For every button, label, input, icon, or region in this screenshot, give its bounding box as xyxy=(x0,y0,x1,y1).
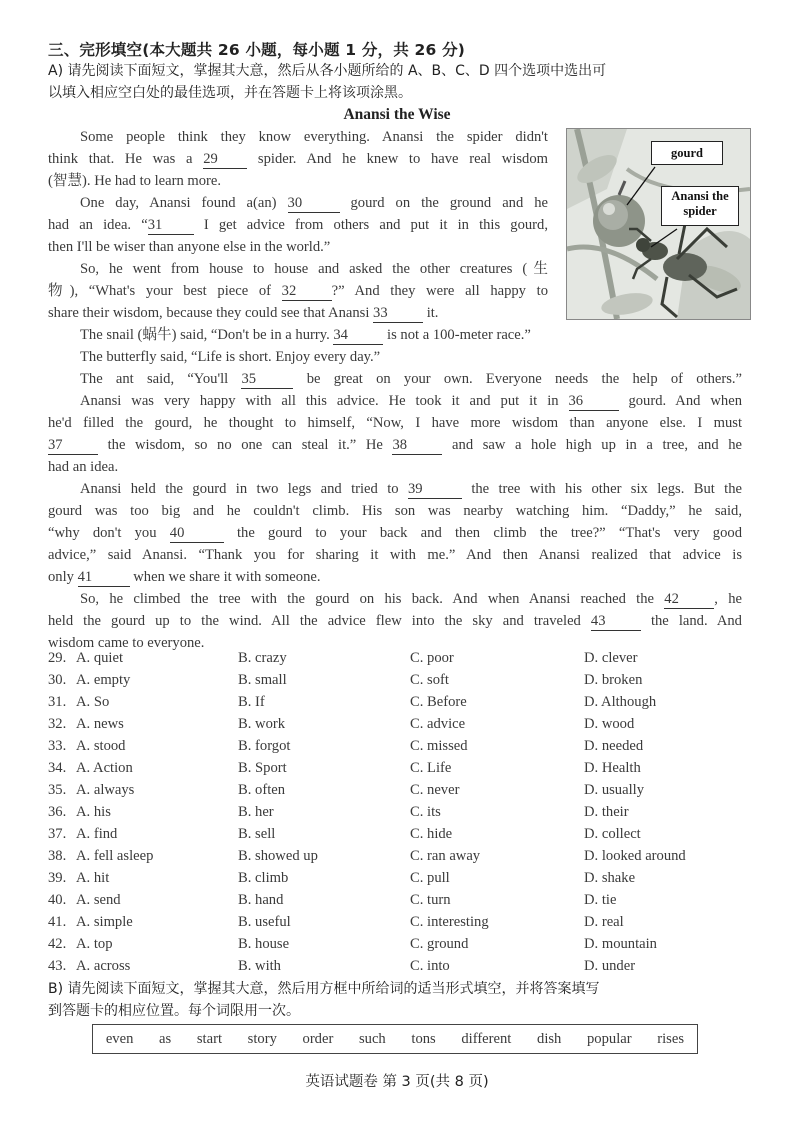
option-b[interactable]: B. work xyxy=(238,716,286,732)
option-b[interactable]: B. If xyxy=(238,694,265,710)
option-a[interactable]: A. his xyxy=(76,804,111,820)
option-b[interactable]: B. house xyxy=(238,936,290,952)
option-a[interactable]: A. hit xyxy=(76,870,110,886)
option-b[interactable]: B. crazy xyxy=(238,650,287,666)
passage-line: Anansi held the gourd in two legs and tried to 39 the tree with his other six legs. But the xyxy=(80,481,742,497)
word-bank-item: dish xyxy=(537,1030,562,1047)
word-bank-box xyxy=(92,1024,698,1054)
option-b[interactable]: B. sell xyxy=(238,826,276,842)
option-c[interactable]: C. its xyxy=(410,804,441,820)
option-d[interactable]: D. mountain xyxy=(584,936,657,952)
passage-line: The ant said, “You'll 35 be great on your own. Everyone needs the help of others.” xyxy=(80,371,743,387)
option-b[interactable]: B. climb xyxy=(238,870,289,886)
option-d[interactable]: D. clever xyxy=(584,650,638,666)
passage-line: 物), “What's your best piece of 32 ?” And they were all happy to xyxy=(48,283,548,299)
option-b[interactable]: B. showed up xyxy=(238,848,318,864)
option-d[interactable]: D. wood xyxy=(584,716,635,732)
option-a[interactable]: A. fell asleep xyxy=(76,848,154,864)
option-c[interactable]: C. advice xyxy=(410,716,466,732)
option-c[interactable]: C. ran away xyxy=(410,848,481,864)
option-b[interactable]: B. useful xyxy=(238,914,291,930)
callout-gourd: gourd xyxy=(651,141,723,165)
option-b[interactable]: B. small xyxy=(238,672,287,688)
word-bank-item: popular xyxy=(587,1030,632,1047)
passage-line: he'd filled the gourd, he thought to himself, “Now, I have more wisdom than anyone else. I must xyxy=(48,415,742,431)
blank-38: 38 xyxy=(392,436,442,455)
question-number: 32. xyxy=(48,716,67,732)
instructions-b-line-2: 到答题卡的相应位置。每个词限用一次。 xyxy=(48,1003,300,1019)
blank-33: 33 xyxy=(373,304,423,323)
option-a[interactable]: A. simple xyxy=(76,914,133,930)
word-bank-item: as xyxy=(159,1030,172,1047)
option-c[interactable]: C. ground xyxy=(410,936,469,952)
passage-line: had an idea. “31 I get advice from others and put it in this gourd, xyxy=(48,217,548,233)
question-row xyxy=(48,914,748,936)
page-footer: 英语试题卷 第 3 页(共 8 页) xyxy=(305,1074,489,1090)
blank-31: 31 xyxy=(148,216,194,235)
passage-line: Some people think they know everything. Anansi the spider didn't xyxy=(80,129,548,145)
option-c[interactable]: C. into xyxy=(410,958,450,974)
question-number: 30. xyxy=(48,672,67,688)
passage-line: “why don't you 40 the gourd to your back and then climb the tree?” “That's very good xyxy=(48,525,742,541)
blank-40: 40 xyxy=(170,524,224,543)
question-row xyxy=(48,760,748,782)
question-row xyxy=(48,738,748,760)
option-b[interactable]: B. often xyxy=(238,782,286,798)
blank-36: 36 xyxy=(569,392,619,411)
passage-line: share their wisdom, because they could see that Anansi 33 it. xyxy=(48,305,439,321)
option-d[interactable]: D. Health xyxy=(584,760,641,776)
question-row xyxy=(48,782,748,804)
callout-anansi: Anansi the spider xyxy=(661,186,739,226)
question-row xyxy=(48,958,748,980)
option-d[interactable]: D. their xyxy=(584,804,629,820)
option-a[interactable]: A. always xyxy=(76,782,135,798)
blank-37: 37 xyxy=(48,436,98,455)
blank-39: 39 xyxy=(408,480,462,499)
option-c[interactable]: C. missed xyxy=(410,738,468,754)
question-row xyxy=(48,804,748,826)
passage-line: think that. He was a 29 spider. And he knew to have real wisdom xyxy=(48,151,548,167)
option-c[interactable]: C. interesting xyxy=(410,914,489,930)
option-d[interactable]: D. real xyxy=(584,914,624,930)
option-a[interactable]: A. top xyxy=(76,936,113,952)
option-b[interactable]: B. her xyxy=(238,804,274,820)
question-row xyxy=(48,650,748,672)
blank-30: 30 xyxy=(288,194,340,213)
section-title: 三、完形填空(本大题共 26 小题，每小题 1 分，共 26 分) xyxy=(48,41,466,59)
blank-41: 41 xyxy=(78,568,130,587)
blank-32: 32 xyxy=(282,282,332,301)
passage-line: gourd was too big and he couldn't climb. His son was nearby watching him. “Daddy,” he said, xyxy=(48,503,742,519)
question-row xyxy=(48,826,748,848)
passage-line: Anansi was very happy with all this advice. He took it and put it in 36 gourd. And when xyxy=(80,393,742,409)
option-a[interactable]: A. empty xyxy=(76,672,131,688)
passage-line: One day, Anansi found a(an) 30 gourd on the ground and he xyxy=(80,195,549,211)
question-number: 35. xyxy=(48,782,67,798)
question-row xyxy=(48,716,748,738)
instructions-b-line-1: B) 请先阅读下面短文，掌握其大意，然后用方框中所给词的适当形式填空，并将答案填写 xyxy=(48,981,600,997)
option-a[interactable]: A. Action xyxy=(76,760,133,776)
question-number: 42. xyxy=(48,936,67,952)
passage-line: 37 the wisdom, so no one can steal it.” He 38 and saw a hole high up in a tree, and he xyxy=(48,437,742,453)
word-bank-item: tons xyxy=(411,1030,436,1047)
word-bank-item: different xyxy=(461,1030,512,1047)
question-number: 41. xyxy=(48,914,67,930)
blank-42: 42 xyxy=(664,590,714,609)
question-number: 40. xyxy=(48,892,67,908)
option-b[interactable]: B. hand xyxy=(238,892,284,908)
option-b[interactable]: B. with xyxy=(238,958,281,974)
option-d[interactable]: D. needed xyxy=(584,738,644,754)
blank-43: 43 xyxy=(591,612,641,631)
passage-line: advice,” said Anansi. “Thank you for sharing it with me.” And then Anansi realized that advice is xyxy=(48,547,742,563)
passage-line: (智慧). He had to learn more. xyxy=(48,173,222,189)
option-a[interactable]: A. send xyxy=(76,892,121,908)
option-a[interactable]: A. quiet xyxy=(76,650,124,666)
blank-35: 35 xyxy=(241,370,293,389)
question-number: 37. xyxy=(48,826,67,842)
instructions-a-line-1: A) 请先阅读下面短文，掌握其大意，然后从各小题所给的 A、B、C、D 四个选项中选出可 xyxy=(48,63,607,79)
option-d[interactable]: D. tie xyxy=(584,892,617,908)
question-number: 31. xyxy=(48,694,67,710)
question-number: 33. xyxy=(48,738,67,754)
option-d[interactable]: D. under xyxy=(584,958,636,974)
passage-line: then I'll be wiser than anyone else in the world.” xyxy=(48,239,331,255)
passage-line: had an idea. xyxy=(48,459,119,475)
option-c[interactable]: C. Life xyxy=(410,760,452,776)
question-number: 39. xyxy=(48,870,67,886)
option-c[interactable]: C. soft xyxy=(410,672,449,688)
passage-line: only 41 when we share it with someone. xyxy=(48,569,321,585)
option-b[interactable]: B. Sport xyxy=(238,760,287,776)
question-row xyxy=(48,694,748,716)
passage-line: So, he went from house to house and asked the other creatures (生 xyxy=(80,261,548,277)
option-a[interactable]: A. stood xyxy=(76,738,126,754)
word-bank-item: rises xyxy=(657,1030,685,1047)
option-c[interactable]: C. turn xyxy=(410,892,451,908)
option-d[interactable]: D. usually xyxy=(584,782,644,798)
option-d[interactable]: D. Although xyxy=(584,694,657,710)
option-d[interactable]: D. collect xyxy=(584,826,641,842)
question-number: 29. xyxy=(48,650,67,666)
question-row xyxy=(48,936,748,958)
question-row xyxy=(48,870,748,892)
word-bank-item: start xyxy=(196,1030,223,1047)
option-a[interactable]: A. find xyxy=(76,826,118,842)
question-number: 38. xyxy=(48,848,67,864)
question-row xyxy=(48,892,748,914)
question-row xyxy=(48,672,748,694)
option-a[interactable]: A. across xyxy=(76,958,131,974)
instructions-a-line-2: 以填入相应空白处的最佳选项，并在答题卡上将该项涂黑。 xyxy=(48,85,412,101)
passage-line: The snail (蜗牛) said, “Don't be in a hurry. 34 is not a 100-meter race.” xyxy=(80,327,531,343)
passage-line: The butterfly said, “Life is short. Enjoy every day.” xyxy=(80,349,381,365)
word-bank-item: even xyxy=(105,1030,134,1047)
option-c[interactable]: C. pull xyxy=(410,870,450,886)
passage-line: wisdom came to everyone. xyxy=(48,635,205,651)
option-c[interactable]: C. hide xyxy=(410,826,453,842)
option-d[interactable]: D. shake xyxy=(584,870,636,886)
passage-line: So, he climbed the tree with the gourd on his back. And when Anansi reached the 42 , he xyxy=(80,591,742,607)
option-c[interactable]: C. Before xyxy=(410,694,467,710)
passage-line: held the gourd up to the wind. All the advice flew into the sky and traveled 43 the land. And xyxy=(48,613,742,629)
blank-29: 29 xyxy=(203,150,247,169)
option-d[interactable]: D. broken xyxy=(584,672,643,688)
passage-title: Anansi the Wise xyxy=(343,106,451,123)
word-bank-item: story xyxy=(247,1030,277,1047)
blank-34: 34 xyxy=(333,326,383,345)
word-bank-item: such xyxy=(358,1030,386,1047)
question-number: 43. xyxy=(48,958,67,974)
option-c[interactable]: C. poor xyxy=(410,650,454,666)
option-b[interactable]: B. forgot xyxy=(238,738,291,754)
option-c[interactable]: C. never xyxy=(410,782,460,798)
question-number: 36. xyxy=(48,804,67,820)
option-d[interactable]: D. looked around xyxy=(584,848,686,864)
spider-gourd-illustration xyxy=(566,128,751,320)
option-a[interactable]: A. So xyxy=(76,694,110,710)
word-bank-item: order xyxy=(302,1030,334,1047)
question-row xyxy=(48,848,748,870)
option-a[interactable]: A. news xyxy=(76,716,124,732)
question-number: 34. xyxy=(48,760,67,776)
